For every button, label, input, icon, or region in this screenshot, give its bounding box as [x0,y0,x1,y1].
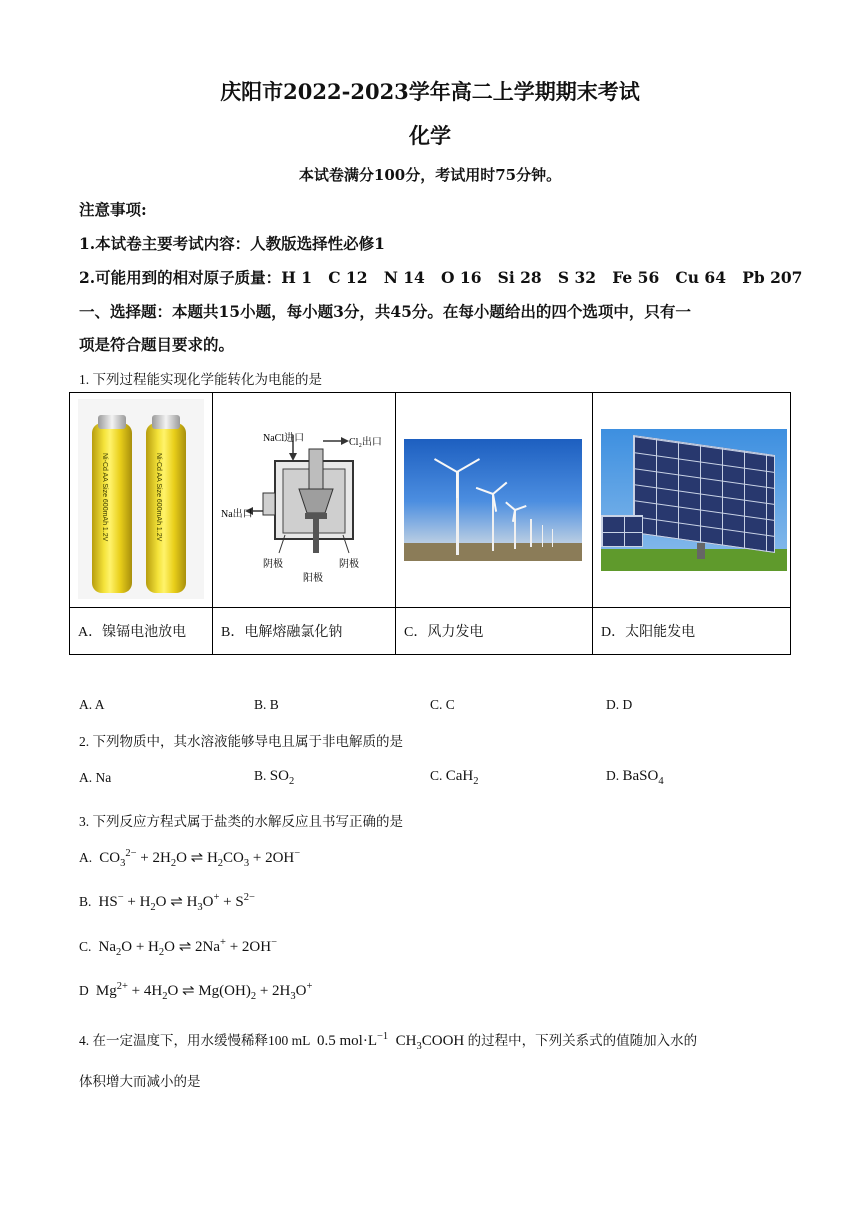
q1-option-d[interactable]: D. D [606,697,633,712]
cell-electrolysis [213,393,396,608]
label-na-outlet: Na出口 [221,509,253,520]
q3-option-a[interactable]: A. $CO_3^{2-} + 2H_2O$ ⇌ $H_2CO_3 + 2OH^-$ [79,848,301,869]
q2-option-d[interactable]: D. BaSO$_4$ [606,768,664,787]
caption-a: A．镍镉电池放电 [70,608,213,655]
notice-heading: 注意事项: [79,200,147,219]
battery-left: Ni-Cd AA Size 600mAh 1.2V [92,423,132,593]
exam-title: 庆阳市2022-2023学年高二上学期期末考试 [220,79,640,104]
notice-item-1: 1.本试卷主要考试内容：人教版选择性必修1 [79,234,385,253]
q4-stem-line-2: 体积增大而减小的是 [79,1074,201,1089]
q2-option-c[interactable]: C. CaH$_2$ [430,768,479,787]
battery-right: Ni-Cd AA Size 600mAh 1.2V [146,423,186,593]
label-nacl-inlet: NaCl进口 [263,433,305,444]
q4-stem: 4. 在一定温度下，用水缓慢稀释100 mL 0.5 $mol\cdot L^{-1}$ $CH_3COOH$ 的过程中，下列关系式的值随加入水的 [79,1031,698,1052]
exam-subject: 化学 [409,123,451,148]
cell-wind [396,393,593,608]
electrolysis-diagram [213,393,395,607]
q3-option-c[interactable]: C. $Na_2O + H_2O$ ⇌ 2Na+ + 2OH− [79,937,278,958]
label-cathode-left: 阴极 [263,559,283,570]
q1-image-table [69,392,791,655]
atomic-masses: H 1 C 12 N 14 O 16 Si 28 S 32 Fe 56 Cu 64 Pb 207 [281,268,803,287]
caption-c: C．风力发电 [396,608,593,655]
solar-photo [593,393,790,607]
cell-solar [593,393,791,608]
q1-option-a[interactable]: A. A [79,697,105,712]
q3-option-b[interactable]: B. $HS^- + H_2O$ ⇌ $H_3O^+ + S^{2-}$ [79,892,255,913]
q2-option-a[interactable]: A. Na [79,770,112,785]
section-line-2: 项是符合题目要求的。 [79,335,235,354]
notice-item-2 [79,266,802,288]
label-cathode-right: 阴极 [339,559,359,570]
battery-photo [78,399,204,599]
cell-battery [70,393,213,608]
notice-item-2-label: 2.可能用到的相对原子质量： [79,268,282,287]
label-anode: 阳极 [303,573,323,584]
caption-b: B．电解熔融氯化钠 [213,608,396,655]
q3-stem: 3. 下列反应方程式属于盐类的水解反应且书写正确的是 [79,814,403,829]
q1-option-c[interactable]: C. C [430,697,455,712]
q1-option-b[interactable]: B. B [254,697,279,712]
q2-option-b[interactable]: B. $SO_2$ [254,768,295,787]
label-cl2-outlet: Cl₂出口 [349,437,382,448]
section-line-1: 一、选择题：本题共15小题，每小题3分，共45分。在每小题给出的四个选项中，只有一 [79,302,691,321]
q2-stem: 2. 下列物质中，其水溶液能够导电且属于非电解质的是 [79,734,403,749]
caption-d: D．太阳能发电 [593,608,791,655]
q3-option-d[interactable]: D $Mg^{2+} + 4H_2O$ ⇌ $Mg(OH)_2 + 2H_3O^+$ [79,981,313,1002]
wind-photo [396,393,592,607]
exam-note: 本试卷满分100分，考试用时75分钟。 [298,166,562,184]
q1-stem: 1. 下列过程能实现化学能转化为电能的是 [79,372,322,387]
